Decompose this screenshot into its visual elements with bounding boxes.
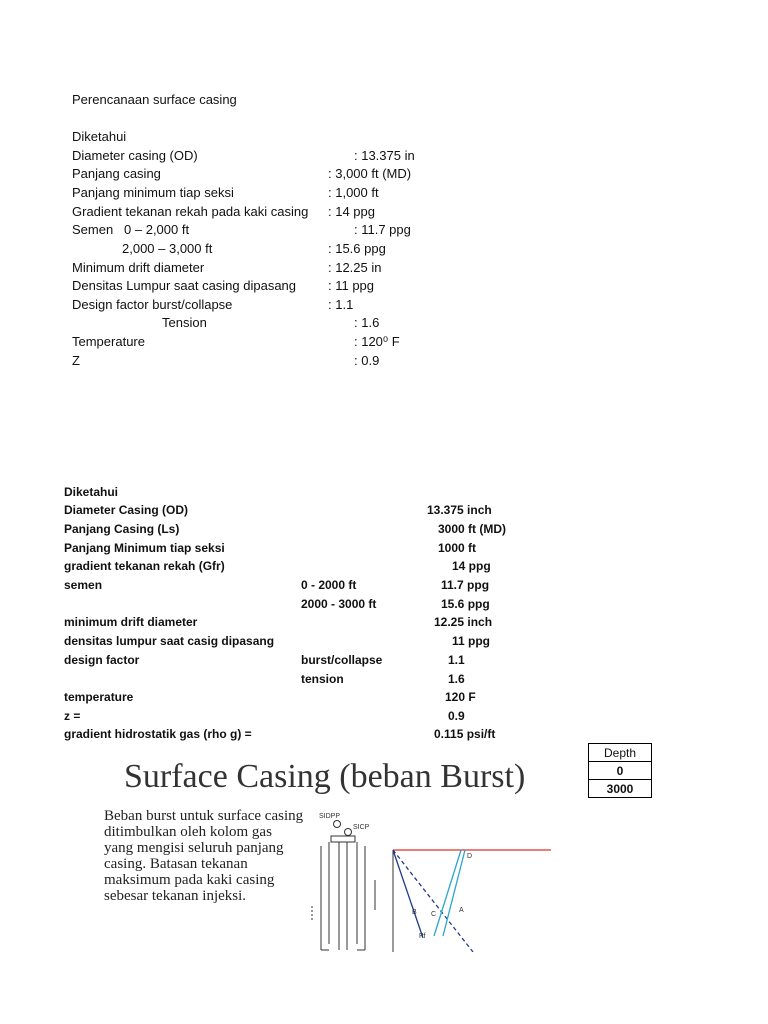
row-label: 2,000 – 3,000 ft [122, 241, 213, 256]
cell-value: 12.25 inch [434, 615, 493, 629]
cell-value: 1000 ft [438, 541, 477, 555]
cell-mid: burst/collapse [301, 653, 383, 667]
sidpp-label: SIDPP [319, 813, 341, 820]
row-label: Panjang minimum tiap seksi [72, 185, 234, 200]
row-value: : 11.7 ppg [354, 222, 411, 237]
label-d: D [467, 853, 473, 860]
cell-value: 1.6 [448, 672, 465, 686]
row-label: Z [72, 353, 80, 368]
cell-value: 15.6 ppg [441, 597, 490, 611]
cell-mid: 2000 - 3000 ft [301, 597, 377, 611]
row-value: : 1.6 [354, 315, 380, 330]
cell-label: minimum drift diameter [64, 615, 198, 629]
cell-value: 120 F [445, 690, 476, 704]
row-value: : 3,000 ft (MD) [328, 166, 412, 181]
row-label: Semen 0 – 2,000 ft [72, 222, 190, 237]
line-b [393, 850, 423, 938]
cell-value: 1.1 [448, 653, 465, 667]
given-heading: Diketahui [72, 129, 127, 144]
row-value: : 120⁰ F [354, 334, 400, 349]
label-c: C [431, 911, 437, 918]
depth-header: Depth [589, 744, 652, 762]
cell-value: 13.375 inch [427, 503, 492, 517]
row-value: : 14 ppg [328, 204, 375, 219]
cell-label: z = [64, 709, 81, 723]
cell-label: densitas lumpur saat casig dipasang [64, 634, 275, 648]
row-label: Densitas Lumpur saat casing dipasang [72, 278, 297, 293]
row-label: Diameter casing (OD) [72, 148, 198, 163]
wellbore-schematic [312, 813, 375, 950]
row-value: : 1.1 [328, 297, 354, 312]
cell-mid: 0 - 2000 ft [301, 578, 357, 592]
cell-label: design factor [64, 653, 140, 667]
row-label: Gradient tekanan rekah pada kaki casing [72, 204, 309, 219]
slide-description: Beban burst untuk surface casing ditimbulkan oleh kolom gas yang mengisi seluruh panjang casing. Batasan tekanan maksimum pada kaki casing sebesar tekanan injeksi. [104, 808, 304, 904]
row-label: Tension [162, 315, 207, 330]
row-value: : 11 ppg [328, 278, 375, 293]
cell-label: Diameter Casing (OD) [64, 503, 189, 517]
depth-cell: 0 [589, 762, 652, 780]
depth-cell: 3000 [589, 780, 652, 798]
cell-label: Panjang Casing (Ls) [64, 522, 180, 536]
slide-title: Surface Casing (beban Burst) [124, 758, 526, 795]
line-c [434, 850, 461, 936]
cell-value: 11.7 ppg [441, 578, 490, 592]
pressure-plot [393, 850, 551, 952]
line-a [443, 850, 465, 936]
cell-value: 11 ppg [452, 634, 491, 648]
cell-value: 0.115 psi/ft [434, 727, 496, 741]
row-label: Minimum drift diameter [72, 260, 205, 275]
cell-label: gradient tekanan rekah (Gfr) [64, 559, 225, 573]
row-label: Design factor burst/collapse [72, 297, 233, 312]
cell-label: Panjang Minimum tiap seksi [64, 541, 225, 555]
row-label: Temperature [72, 334, 145, 349]
cell-label: semen [64, 578, 103, 592]
cell-value: 14 ppg [452, 559, 491, 573]
row-value: : 13.375 in [354, 148, 415, 163]
row-value: : 15.6 ppg [328, 241, 386, 256]
sicp-label: SICP [353, 824, 370, 831]
burst-load-diagram [301, 810, 551, 952]
row-value: : 0.9 [354, 353, 380, 368]
row-label: Panjang casing [72, 166, 161, 181]
given-heading: Diketahui [64, 485, 119, 499]
sidpp-gauge-icon [334, 821, 341, 828]
depth-table [588, 743, 652, 798]
label-a: A [459, 907, 464, 914]
label-pf: Pf [419, 933, 426, 940]
cell-value: 0.9 [448, 709, 465, 723]
burst-load-slide [96, 752, 551, 952]
cell-label: gradient hidrostatik gas (rho g) = [64, 727, 252, 741]
cell-mid: tension [301, 672, 344, 686]
label-b: B [412, 909, 417, 916]
section-title: Perencanaan surface casing [72, 92, 237, 107]
sicp-gauge-icon [345, 829, 352, 836]
cell-label: temperature [64, 690, 134, 704]
wellhead [331, 836, 355, 842]
cell-value: 3000 ft (MD) [438, 522, 507, 536]
row-value: : 1,000 ft [328, 185, 379, 200]
row-value: : 12.25 in [328, 260, 382, 275]
